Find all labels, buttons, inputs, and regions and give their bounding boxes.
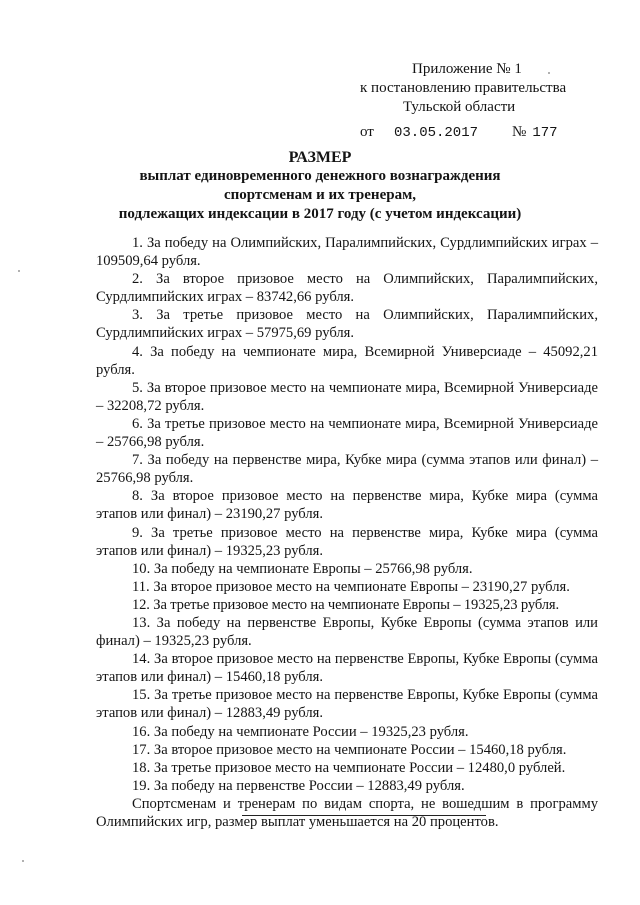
scan-speck (22, 860, 24, 862)
title-line: спортсменам и их тренерам, (223, 187, 417, 203)
title-line: выплат единовременного денежного вознаграждения (139, 168, 501, 184)
list-item: 11. За второе призовое место на чемпионате Европы – 23190,27 рубля. (132, 578, 570, 595)
document-title (60, 148, 580, 224)
list-item: 2. За второе призовое место на Олимпийских, Паралимпийских, Сурдлимпийских играх – 83742,66 рубля. (96, 271, 598, 306)
list-item: 3. За третье призовое место на Олимпийских, Паралимпийских, Сурдлимпийских играх – 57975,69 рубля. (96, 307, 598, 342)
appendix-header (360, 60, 600, 143)
list-item: 7. За победу на первенстве мира, Кубке мира (сумма этапов или финал) – 25766,98 рубля. (96, 452, 598, 487)
title-line: подлежащих индексации в 2017 году (с учетом индексации) (118, 206, 522, 222)
list-item: 9. За третье призовое место на первенстве мира, Кубке мира (сумма этапов или финал) – 19325,23 рубля. (96, 524, 598, 559)
list-item: 12. За третье призовое место на чемпионате Европы – 19325,23 рубля. (132, 596, 559, 613)
list-item: 19. За победу на первенстве России – 12883,49 рубля. (132, 777, 465, 794)
title-line: РАЗМЕР (288, 149, 352, 166)
closing-note: Спортсменам и тренерам по видам спорта, не вошедшим в программу Олимпийских игр, размер выплат уменьшается на 20 процентов. (96, 795, 598, 830)
region-name: Тульской области (403, 99, 516, 115)
resolution-reference: к постановлению правительства (360, 80, 567, 96)
list-item: 10. За победу на чемпионате Европы – 25766,98 рубля. (132, 560, 473, 577)
list-item: 6. За третье призовое место на чемпионате мира, Всемирной Универсиаде – 25766,98 рубля. (96, 415, 598, 451)
appendix-number: Приложение № 1 (412, 61, 522, 77)
list-item: 17. За второе призовое место на чемпионате России – 15460,18 рубля. (132, 741, 567, 758)
list-item: 16. За победу на чемпионате России – 19325,23 рубля. (132, 723, 469, 740)
list-item: 8. За второе призовое место на первенстве мира, Кубке мира (сумма этапов или финал) – 23190,27 рубля. (96, 488, 598, 523)
payment-list (96, 234, 598, 831)
list-item: 5. За второе призовое место на чемпионате мира, Всемирной Универсиаде – 32208,72 рубля. (96, 379, 598, 414)
list-item: 13. За победу на первенстве Европы, Кубке Европы (сумма этапов или финал) – 19325,23 рубля. (96, 614, 598, 650)
document-date: 03.05.2017 (394, 125, 479, 141)
list-item: 14. За второе призовое место на первенстве Европы, Кубке Европы (сумма этапов или финал) – 15460,18 рубля. (96, 651, 598, 686)
document-number: 177 (532, 125, 558, 141)
date-number-line (360, 123, 600, 143)
list-item: 15. За третье призовое место на первенстве Европы, Кубке Европы (сумма этапов или финал) – 12883,49 рубля. (96, 687, 598, 722)
scan-speck (18, 270, 20, 272)
closing-divider (242, 815, 486, 816)
list-item: 1. За победу на Олимпийских, Паралимпийских, Сурдлимпийских играх – 109509,64 рубля. (96, 235, 598, 270)
list-item: 4. За победу на чемпионате мира, Всемирной Универсиаде – 45092,21 рубля. (96, 343, 598, 378)
from-label: от (360, 124, 374, 140)
list-item: 18. За третье призовое место на чемпионате России – 12480,0 рублей. (132, 759, 566, 776)
scan-speck (548, 72, 550, 74)
number-label: № (512, 124, 527, 140)
